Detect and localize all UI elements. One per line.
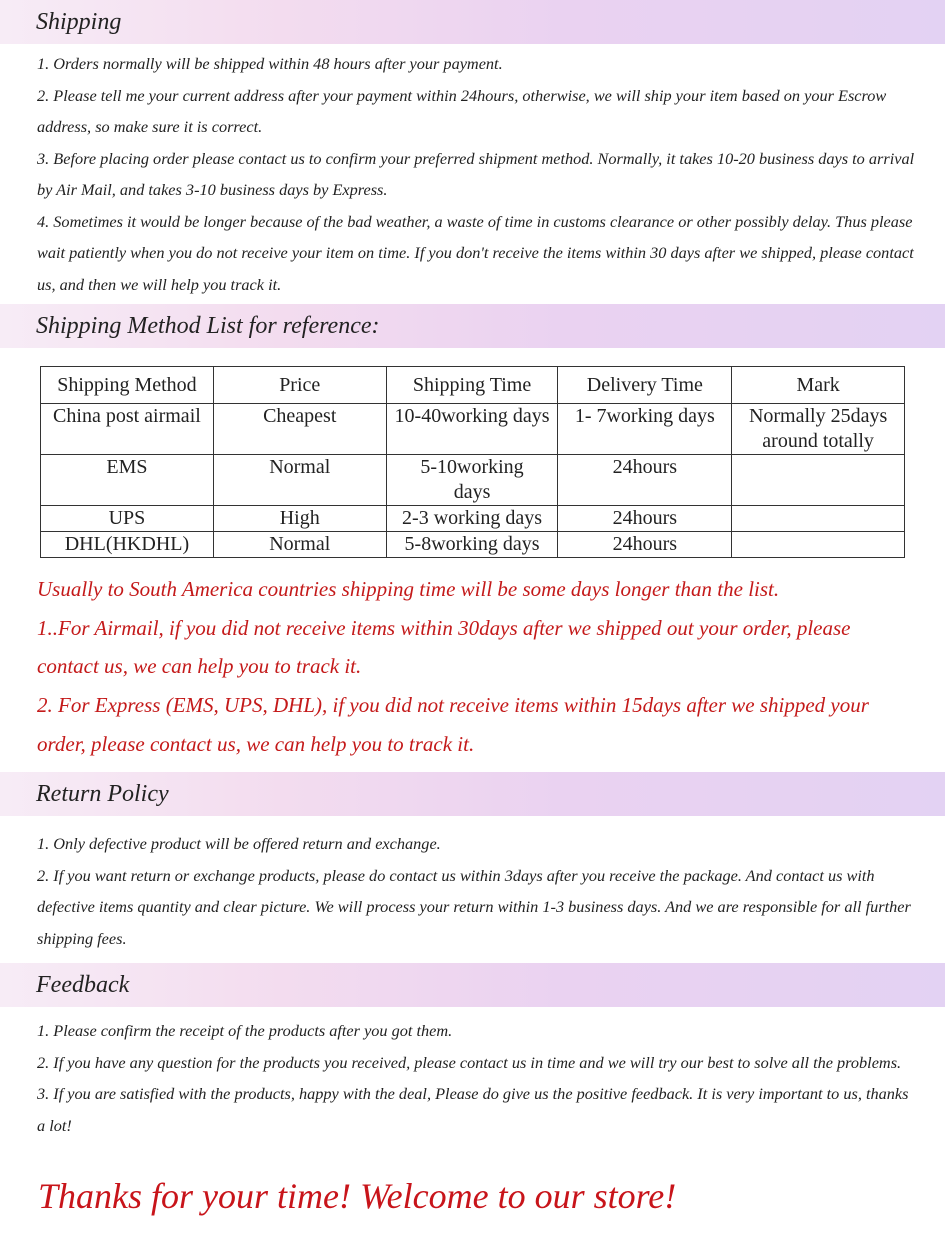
table-cell: 5-8working days xyxy=(386,532,558,558)
table-cell xyxy=(732,455,905,506)
method-list-header-band xyxy=(0,304,945,348)
closing-message: Thanks for your time! Welcome to our store! xyxy=(38,1176,677,1216)
feedback-item: 2. If you have any question for the products you received, please contact us in time and we will try our best to solve all the problems. xyxy=(37,1052,902,1072)
table-cell xyxy=(732,506,905,532)
table-cell: 2-3 working days xyxy=(386,506,558,532)
shipping-section-title: Shipping xyxy=(36,9,122,35)
table-header-cell: Shipping Method xyxy=(41,367,214,404)
feedback-header-band xyxy=(0,963,945,1007)
table-header-row xyxy=(41,367,905,404)
feedback-item: 3. If you are satisfied with the products, happy with the deal, Please do give us the positive feedback. It is very important to us, thanks a lot! xyxy=(37,1084,909,1135)
return-policy-item: 2. If you want return or exchange products, please do contact us within 3days after you receive the package. And contact us with defective items quantity and clear picture. We will process your return within 1-3 business days. And we are responsible for all further shipping fees. xyxy=(37,865,911,948)
shipping-notes xyxy=(37,570,917,764)
shipping-method-table xyxy=(40,366,905,558)
feedback-section-title: Feedback xyxy=(36,972,130,998)
table-row xyxy=(41,404,905,455)
shipping-item: 1. Orders normally will be shipped within 48 hours after your payment. xyxy=(37,54,503,73)
table-cell: Normal xyxy=(213,532,386,558)
table-header-cell: Shipping Time xyxy=(386,367,558,404)
table-cell: 24hours xyxy=(558,506,732,532)
shipping-item: 3. Before placing order please contact us to confirm your preferred shipment method. Normally, it takes 10-20 business days to arrival by Air Mail, and takes 3-10 business days by Express. xyxy=(37,148,915,199)
table-cell: UPS xyxy=(41,506,214,532)
shipping-item: 2. Please tell me your current address after your payment within 24hours, otherwise, we will ship your item based on your Escrow address, so make sure it is correct. xyxy=(37,85,887,136)
table-cell: China post airmail xyxy=(41,404,214,455)
table-row xyxy=(41,532,905,558)
table-row xyxy=(41,506,905,532)
table-cell: 10-40working days xyxy=(386,404,558,455)
return-policy-item: 1. Only defective product will be offered return and exchange. xyxy=(37,834,441,853)
table-cell xyxy=(732,532,905,558)
table-cell: DHL(HKDHL) xyxy=(41,532,214,558)
table-cell: 5-10working days xyxy=(386,455,558,506)
table-cell: EMS xyxy=(41,455,214,506)
table-cell: Normally 25days around totally xyxy=(732,404,905,455)
table-cell: 1- 7working days xyxy=(558,404,732,455)
shipping-note: Usually to South America countries shipping time will be some days longer than the list. xyxy=(37,577,780,601)
feedback-list xyxy=(37,1015,917,1141)
table-header-cell: Price xyxy=(213,367,386,404)
table-cell: High xyxy=(213,506,386,532)
return-policy-header-band xyxy=(0,772,945,816)
table-row xyxy=(41,455,905,506)
table-cell: Normal xyxy=(213,455,386,506)
return-policy-section-title: Return Policy xyxy=(36,781,169,807)
shipping-note: 2. For Express (EMS, UPS, DHL), if you did not receive items within 15days after we shipped your order, please contact us, we can help you to track it. xyxy=(37,693,869,756)
return-policy-list xyxy=(37,828,917,954)
shipping-header-band xyxy=(0,0,945,44)
table-cell: Cheapest xyxy=(213,404,386,455)
table-header-cell: Delivery Time xyxy=(558,367,732,404)
table-cell: 24hours xyxy=(558,532,732,558)
method-list-section-title: Shipping Method List for reference: xyxy=(36,313,380,339)
feedback-item: 1. Please confirm the receipt of the products after you got them. xyxy=(37,1021,453,1040)
shipping-list xyxy=(37,48,917,300)
shipping-item: 4. Sometimes it would be longer because of the bad weather, a waste of time in customs clearance or other possibly delay. Thus please wait patiently when you do not receive your item on time. If you don't receive the items within 30 days after we shipped, please contact us, and then we will help you track it. xyxy=(37,211,914,294)
shipping-note: 1..For Airmail, if you did not receive items within 30days after we shipped out your order, please contact us, we can help you to track it. xyxy=(37,615,851,679)
table-cell: 24hours xyxy=(558,455,732,506)
table-header-cell: Mark xyxy=(732,367,905,404)
